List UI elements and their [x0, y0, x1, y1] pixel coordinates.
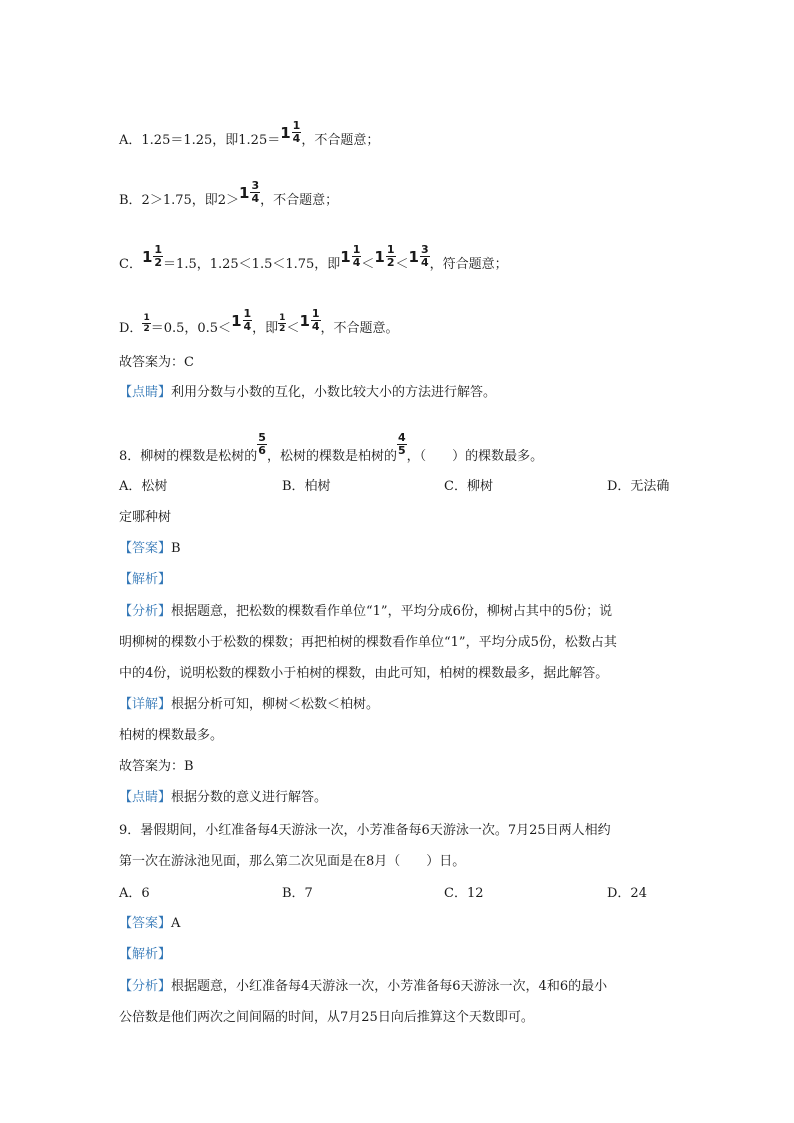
- mixed-fraction: 1 $\frac{1}{4}$: [280, 119, 301, 145]
- q9-fenxi-2: 公倍数是他们两次之间间隔的时间，从7月25日向后推算这个天数即可。: [119, 1010, 534, 1025]
- mixed-fraction: 1 $\frac{1}{2}$: [374, 243, 395, 269]
- q9-option-c: C．12: [444, 886, 484, 901]
- text: C．: [119, 257, 142, 272]
- q8-dianjing: 【点睛】根据分数的意义进行解答。: [119, 790, 328, 805]
- q8-options: [119, 478, 679, 496]
- fraction: $\frac{5}{6}$: [258, 431, 266, 457]
- q7-option-a: [119, 119, 380, 153]
- q9-option-a: A．6: [119, 886, 150, 901]
- q7-answer: 故答案为：C: [119, 355, 194, 370]
- q9-fenxi-1: 【分析】根据题意，小红准备每4天游泳一次，小芳准备每6天游泳一次，4和6的最小: [119, 979, 608, 994]
- q7-option-d: D． $\frac{1}{2}$ ＝0.5，0.5＜ 1 $\frac{1}{4}$ ，即 $\frac{1}{2}$ ＜ 1 $\frac{1}{4}$ ，不合题意。: [119, 307, 399, 336]
- q9-answer: 【答案】A: [119, 916, 181, 931]
- text: ，不合题意；: [260, 193, 339, 208]
- text: ，符合题意；: [429, 257, 508, 272]
- q8-line2: 柏树的棵数最多。: [119, 728, 224, 743]
- text: ，不合题意。: [320, 321, 399, 336]
- text: ，不合题意；: [301, 133, 380, 148]
- mixed-fraction: 1 $\frac{1}{4}$: [340, 243, 361, 269]
- q8-answer: 【答案】B: [119, 541, 181, 556]
- q8-option-b: B．柏树: [282, 479, 331, 494]
- q9-stem-1: 9．暑假期间，小红准备每4天游泳一次，小芳准备每6天游泳一次。7月25日两人相约: [119, 823, 611, 838]
- text: ＝0.5，0.5＜: [150, 321, 232, 336]
- mixed-fraction: 1 $\frac{1}{4}$: [231, 307, 252, 333]
- q8-fenxi-2: 明柳树的棵数小于松数的棵数；再把柏树的棵数看作单位“1”，平均分成5份，松数占其: [119, 635, 617, 650]
- q8-option-c: C．柳树: [444, 479, 493, 494]
- q7-option-c: C． 1 $\frac{1}{2}$ ＝1.5，1.25＜1.5＜1.75，即 1 $\frac{1}{4}$ ＜ 1 $\frac{1}{2}$ ＜ 1 $\frac{3}{4}$ ，符合题意；: [119, 243, 508, 272]
- q9-stem-2: 第一次在游泳池见面，那么第二次见面是在8月（ ）日。: [119, 854, 466, 869]
- q8-option-a: A．松树: [119, 479, 168, 494]
- q9-options: [119, 885, 679, 903]
- mixed-fraction: 1 $\frac{3}{4}$: [408, 243, 429, 269]
- q8-final: 故答案为：B: [119, 759, 194, 774]
- fraction: $\frac{1}{2}$: [143, 313, 150, 334]
- q8-option-d: D．无法确: [607, 479, 670, 494]
- mixed-fraction: 1 $\frac{1}{2}$: [141, 243, 163, 269]
- q7-dianjing: 【点睛】利用分数与小数的互化，小数比较大小的方法进行解答。: [119, 385, 497, 400]
- mixed-fraction: 1 $\frac{3}{4}$: [239, 179, 260, 205]
- q8-fenxi-1: 【分析】根据题意，把松数的棵数看作单位“1”，平均分成6份，柳树占其中的5份；说: [119, 604, 613, 619]
- q8-option-continuation: 定哪种树: [119, 510, 172, 525]
- mixed-fraction: 1 $\frac{1}{4}$: [299, 307, 320, 333]
- text: D．: [119, 321, 143, 336]
- q9-option-b: B．7: [282, 886, 313, 901]
- q8-jiexi: 【解析】: [119, 572, 172, 587]
- q7-option-b: [119, 179, 339, 213]
- text: ＝1.5，1.25＜1.5＜1.75，即: [163, 257, 341, 272]
- q8-fenxi-3: 中的4份，说明松数的棵数小于柏树的棵数，由此可知，柏树的棵数最多，据此解答。: [119, 666, 609, 681]
- q9-option-d: D．24: [607, 886, 647, 901]
- q8-xiangjie: 【详解】根据分析可知，柳树＜松数＜柏树。: [119, 697, 380, 712]
- fraction: $\frac{1}{2}$: [279, 313, 286, 334]
- text: B．2＞1.75，即2＞: [119, 193, 240, 208]
- text: A．1.25＝1.25，即1.25＝: [119, 133, 281, 148]
- fraction: $\frac{4}{5}$: [397, 431, 406, 457]
- q8-stem: 8．柳树的棵数是松树的 $\frac{5}{6}$ ，松树的棵数是柏树的 $\frac{4}{5}$ ，（ ）的棵数最多。: [119, 431, 544, 464]
- q9-jiexi: 【解析】: [119, 947, 172, 962]
